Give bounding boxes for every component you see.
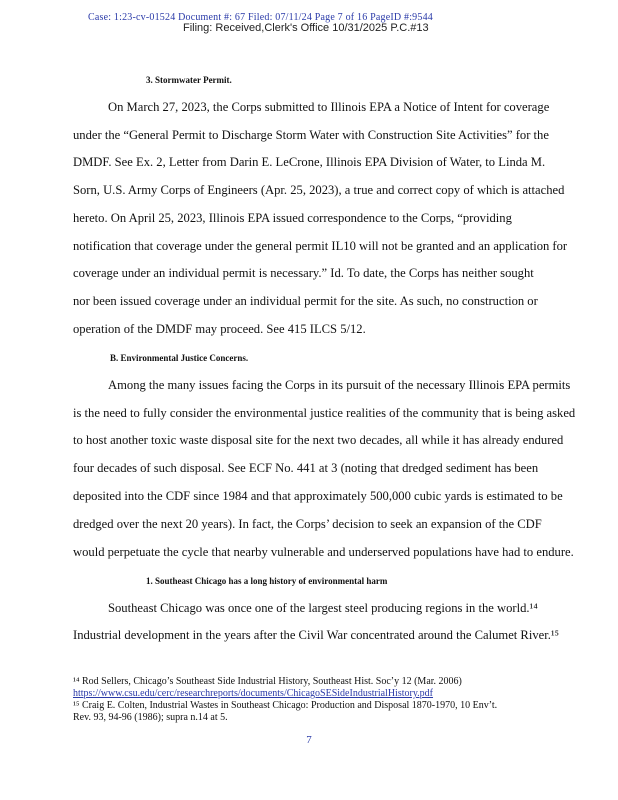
- text-line: coverage under an individual permit is necessary.” Id. To date, the Corps has neither sought: [73, 266, 534, 280]
- case-header: Case: 1:23-cv-01524 Document #: 67 Filed: 07/11/24 Page 7 of 16 PageID #:9544: [88, 12, 433, 23]
- text-line: deposited into the CDF since 1984 and that approximately 500,000 cubic yards is estimated to be: [73, 489, 563, 503]
- text-line: four decades of such disposal. See ECF No. 441 at 3 (noting that dredged sediment has been: [73, 461, 539, 475]
- text-line: On March 27, 2023, the Corps submitted to Illinois EPA a Notice of Intent for coverage: [108, 100, 550, 114]
- footnote-14-link-wrap: [73, 688, 553, 700]
- text-line: DMDF. See Ex. 2, Letter from Darin E. LeCrone, Illinois EPA Division of Water, to Linda M.: [73, 155, 546, 169]
- footnote-15: ¹⁵ Craig E. Colten, Industrial Wastes in Southeast Chicago: Production and Disposal 1870-1970, 10 Env’t.: [73, 700, 498, 711]
- section-heading-environmental-justice: B. Environmental Justice Concerns.: [110, 353, 249, 363]
- footnote-14-link[interactable]: https://www.csu.edu/cerc/researchreports/documents/ChicagoSESideIndustrialHistory.pdf: [73, 688, 434, 699]
- text-line: nor been issued coverage under an individual permit for the site. As such, no construction or: [73, 294, 538, 308]
- text-line: Southeast Chicago was once one of the largest steel producing regions in the world.¹⁴: [108, 601, 538, 615]
- page-number: 7: [306, 734, 312, 746]
- filing-stamp: Filing: Received,Clerk's Office 10/31/2025 P.C.#13: [183, 22, 429, 34]
- text-line: Sorn, U.S. Army Corps of Engineers (Apr. 25, 2023), a true and correct copy of which is attached: [73, 183, 565, 197]
- text-line: hereto. On April 25, 2023, Illinois EPA issued correspondence to the Corps, “providing: [73, 211, 512, 225]
- footnote-15-cont: Rev. 93, 94-96 (1986); supra n.14 at 5.: [73, 712, 228, 723]
- text-line: Industrial development in the years after the Civil War concentrated around the Calumet River.¹⁵: [73, 628, 560, 642]
- section-heading-stormwater: 3. Stormwater Permit.: [146, 75, 232, 85]
- text-line: dredged over the next 20 years). In fact, the Corps’ decision to seek an expansion of the CDF: [73, 517, 542, 531]
- text-line: is the need to fully consider the environmental justice realities of the community that is being asked: [73, 406, 576, 420]
- footnote-14: ¹⁴ Rod Sellers, Chicago’s Southeast Side Industrial History, Southeast Hist. Soc’y 12 (Mar. 2006): [73, 676, 462, 687]
- text-line: notification that coverage under the general permit IL10 will not be granted and an application for: [73, 239, 568, 253]
- text-line: to host another toxic waste disposal site for the next two decades, all while it has already endured: [73, 433, 564, 447]
- section-heading-southeast-chicago: 1. Southeast Chicago has a long history of environmental harm: [146, 576, 388, 586]
- text-line: under the “General Permit to Discharge Storm Water with Construction Site Activities” for the: [73, 128, 549, 142]
- text-line: operation of the DMDF may proceed. See 415 ILCS 5/12.: [73, 322, 366, 336]
- text-line: would perpetuate the cycle that nearby vulnerable and underserved populations have had to endure.: [73, 545, 574, 559]
- text-line: Among the many issues facing the Corps in its pursuit of the necessary Illinois EPA permits: [108, 378, 571, 392]
